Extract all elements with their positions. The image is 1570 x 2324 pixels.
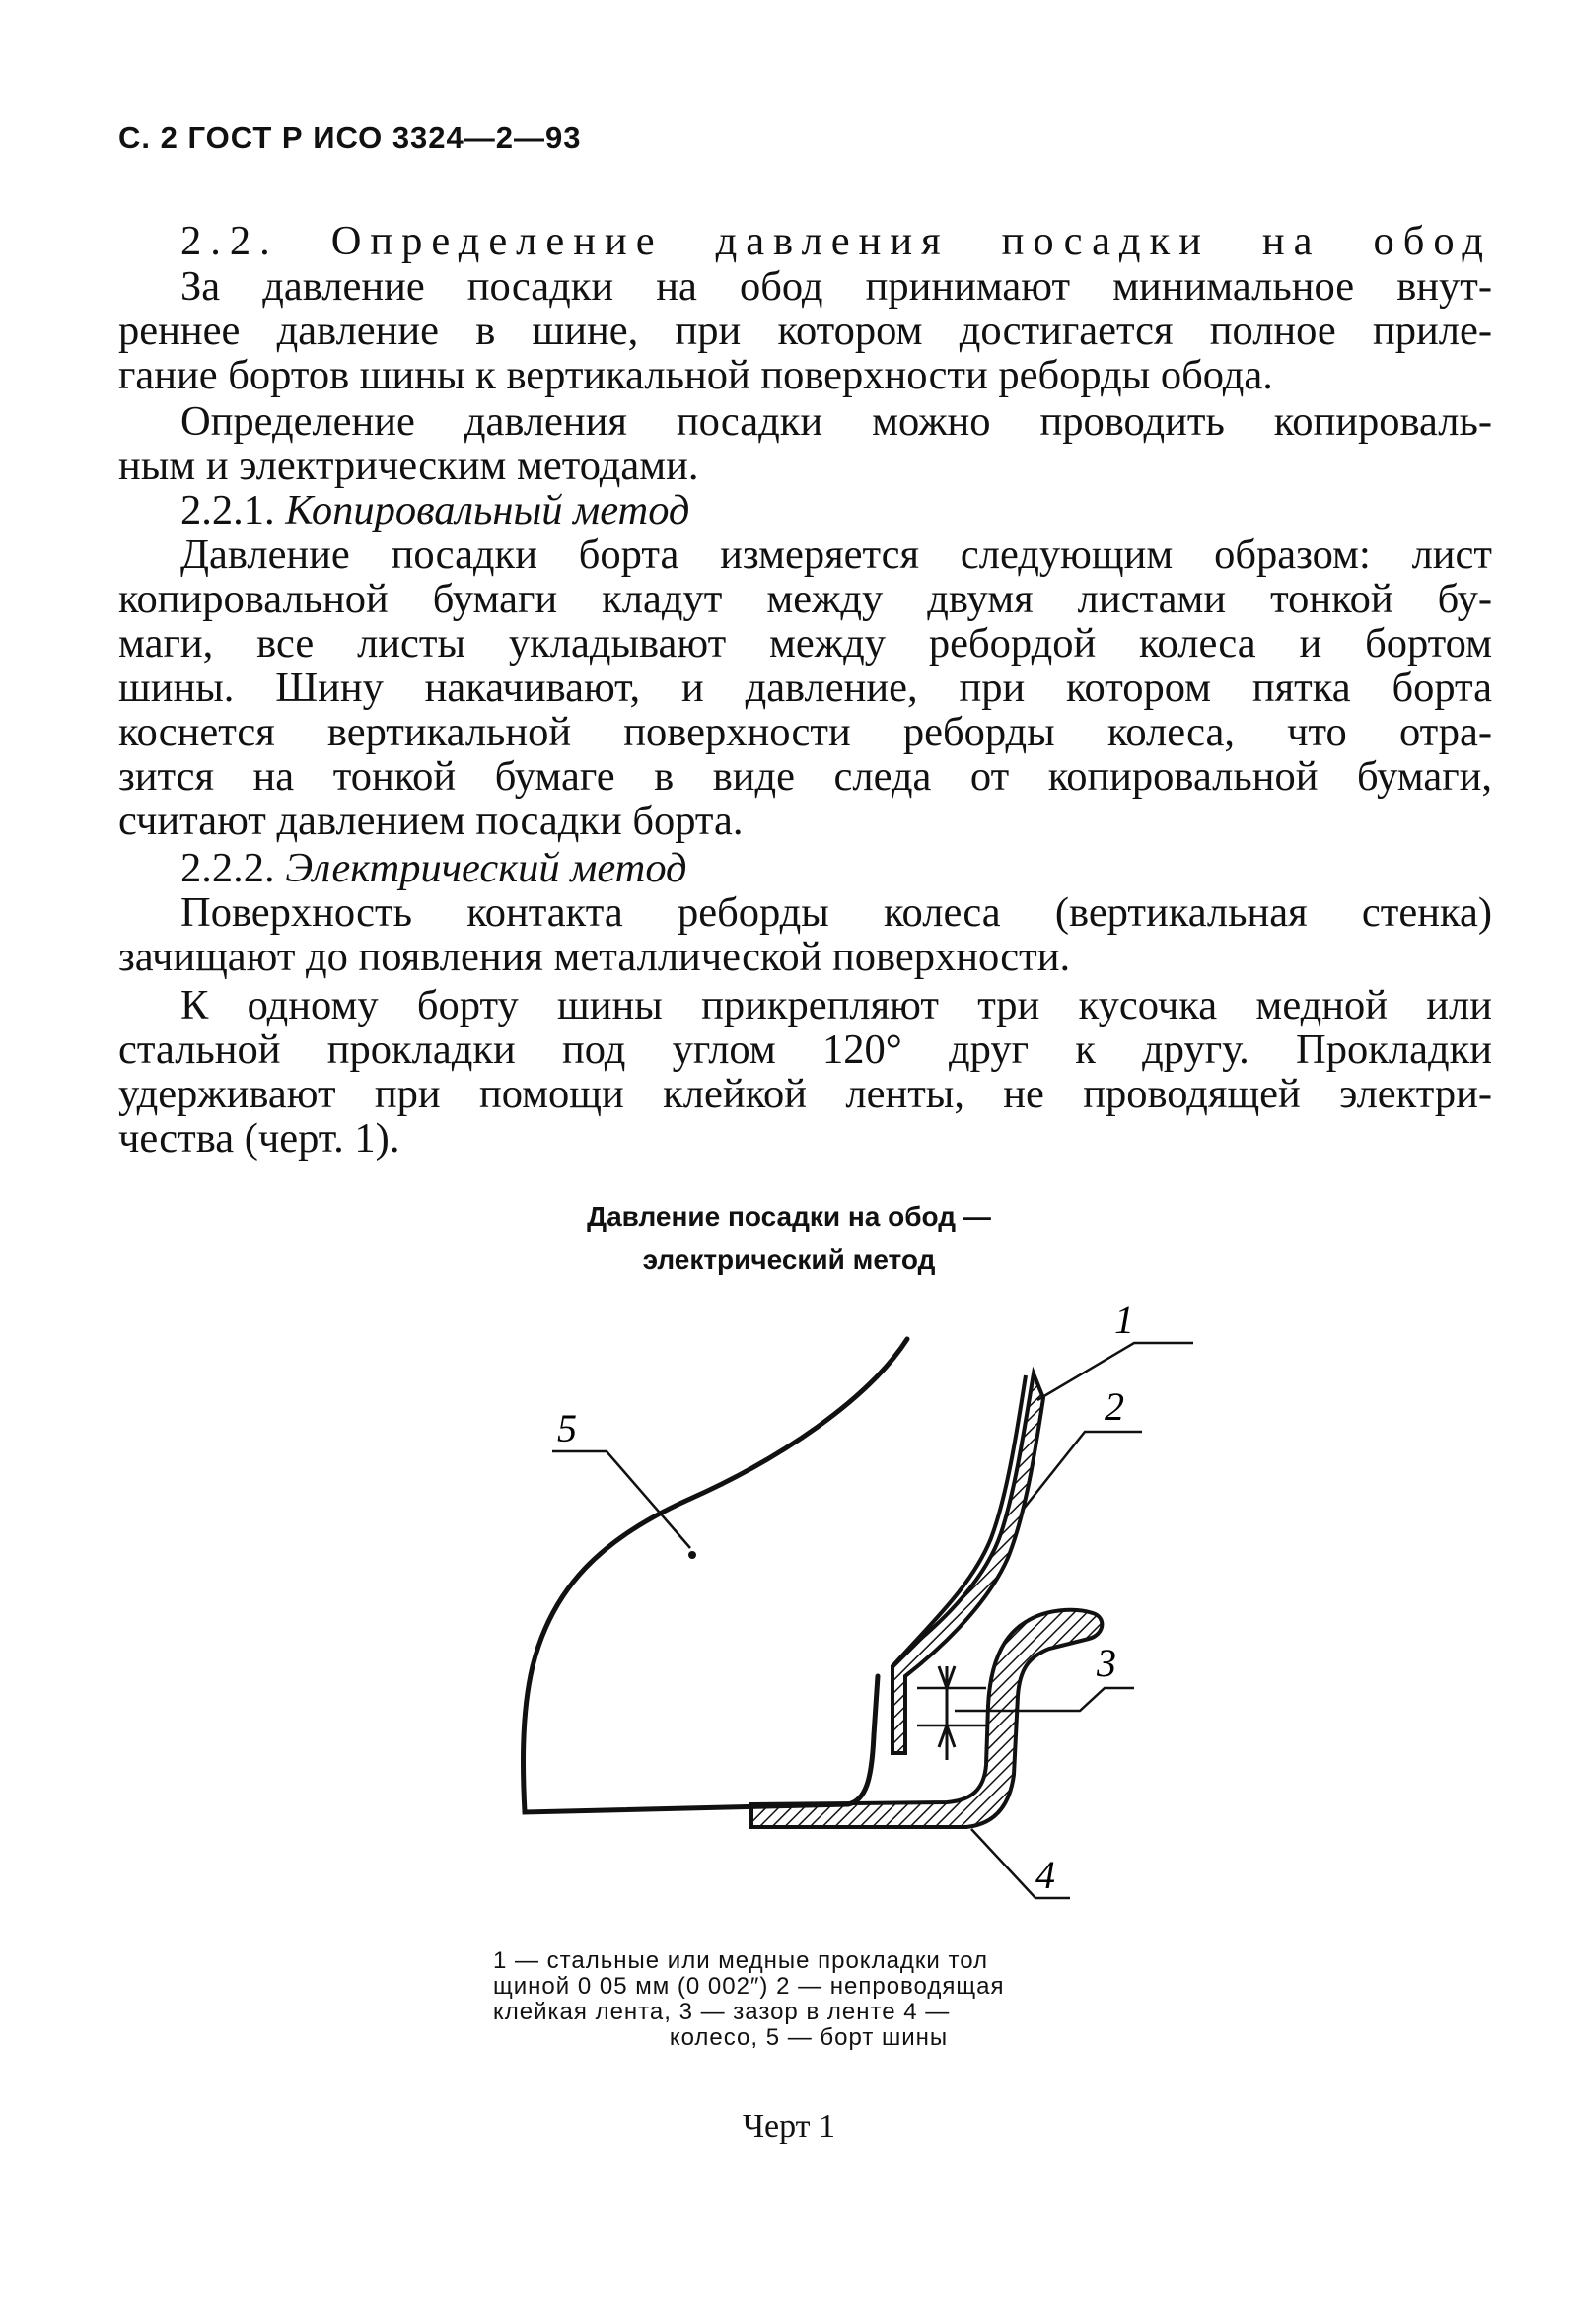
subsection-title: Электрический метод: [285, 845, 687, 891]
paragraph-line: коснется вертикальной поверхности реборды колеса, что отра-: [118, 709, 1492, 755]
figure-caption: Черт 1: [742, 2108, 836, 2145]
leader-line-2: [1024, 1432, 1142, 1509]
callout-3: 3: [1097, 1641, 1116, 1685]
figure-title-line: электрический метод: [642, 1244, 936, 1275]
legend-line: 1 — стальные или медные прокладки тол: [493, 1947, 989, 1974]
page-header: С. 2 ГОСТ Р ИСО 3324—2—93: [118, 120, 582, 155]
legend-line: щиной 0 05 мм (0 002″) 2 — непроводящая: [493, 1973, 1005, 2000]
paragraph-line: За давление посадки на обод принимают минимальное внут-: [180, 263, 1492, 310]
paragraph-line: гание бортов шины к вертикальной поверхности реборды обода.: [118, 352, 1273, 398]
callout-5: 5: [557, 1406, 577, 1450]
legend-line: колесо, 5 — борт шины: [669, 2024, 949, 2051]
paragraph-line: считают давлением посадки борта.: [118, 798, 744, 844]
leader-line-5: [552, 1451, 690, 1548]
figure-legend: [493, 1948, 1124, 2051]
paragraph-line: К одному борту шины прикрепляют три кусочка медной или: [180, 982, 1492, 1028]
subsection-number: 2.2.2.: [180, 845, 275, 891]
paragraph-line: Давление посадки борта измеряется следующим образом: лист: [180, 531, 1492, 578]
tire-bead-outline: [523, 1339, 907, 1812]
legend-line: клейкая лента, 3 — зазор в ленте 4 —: [493, 1999, 951, 2025]
paragraph-line: зачищают до появления металлической поверхности.: [118, 934, 1071, 980]
tire-dot: [688, 1551, 696, 1559]
paragraph-line: маги, все листы укладывают между ребордой колеса и бортом: [118, 620, 1492, 667]
paragraph-line: реннее давление в шине, при котором достигается полное приле-: [118, 308, 1492, 354]
paragraph-line: копировальной бумаги кладут между двумя листами тонкой бу-: [118, 576, 1492, 622]
paragraph-line: шины. Шину накачивают, и давление, при котором пятка борта: [118, 665, 1492, 711]
section-heading-text: 2.2. Определение давления посадки на обод: [180, 218, 1492, 264]
paragraph-line: удерживают при помощи клейкой ленты, не проводящей электри-: [118, 1071, 1492, 1117]
callout-4: 4: [1035, 1853, 1055, 1897]
paragraph-line: Поверхность контакта реборды колеса (вертикальная стенка): [180, 889, 1492, 936]
figure-title-line: Давление посадки на обод —: [587, 1201, 991, 1232]
tape-strip: [892, 1373, 1043, 1753]
subsection-number: 2.2.1.: [180, 487, 275, 533]
leader-line-3: [955, 1688, 1134, 1711]
paragraph-line: ным и электрическим методами.: [118, 443, 699, 489]
paragraph-line: стальной прокладки под углом 120° друг к другу. Прокладки: [118, 1026, 1492, 1073]
paragraph-line: Определение давления посадки можно проводить копироваль-: [180, 398, 1492, 445]
subsection-title: Копировальный метод: [285, 487, 690, 533]
paragraph-line: зится на тонкой бумаге в виде следа от копировальной бумаги,: [118, 753, 1492, 800]
paragraph-line: чества (черт. 1).: [118, 1115, 400, 1162]
callout-1: 1: [1114, 1298, 1134, 1342]
leader-line-4: [971, 1829, 1070, 1898]
callout-2: 2: [1105, 1384, 1124, 1429]
